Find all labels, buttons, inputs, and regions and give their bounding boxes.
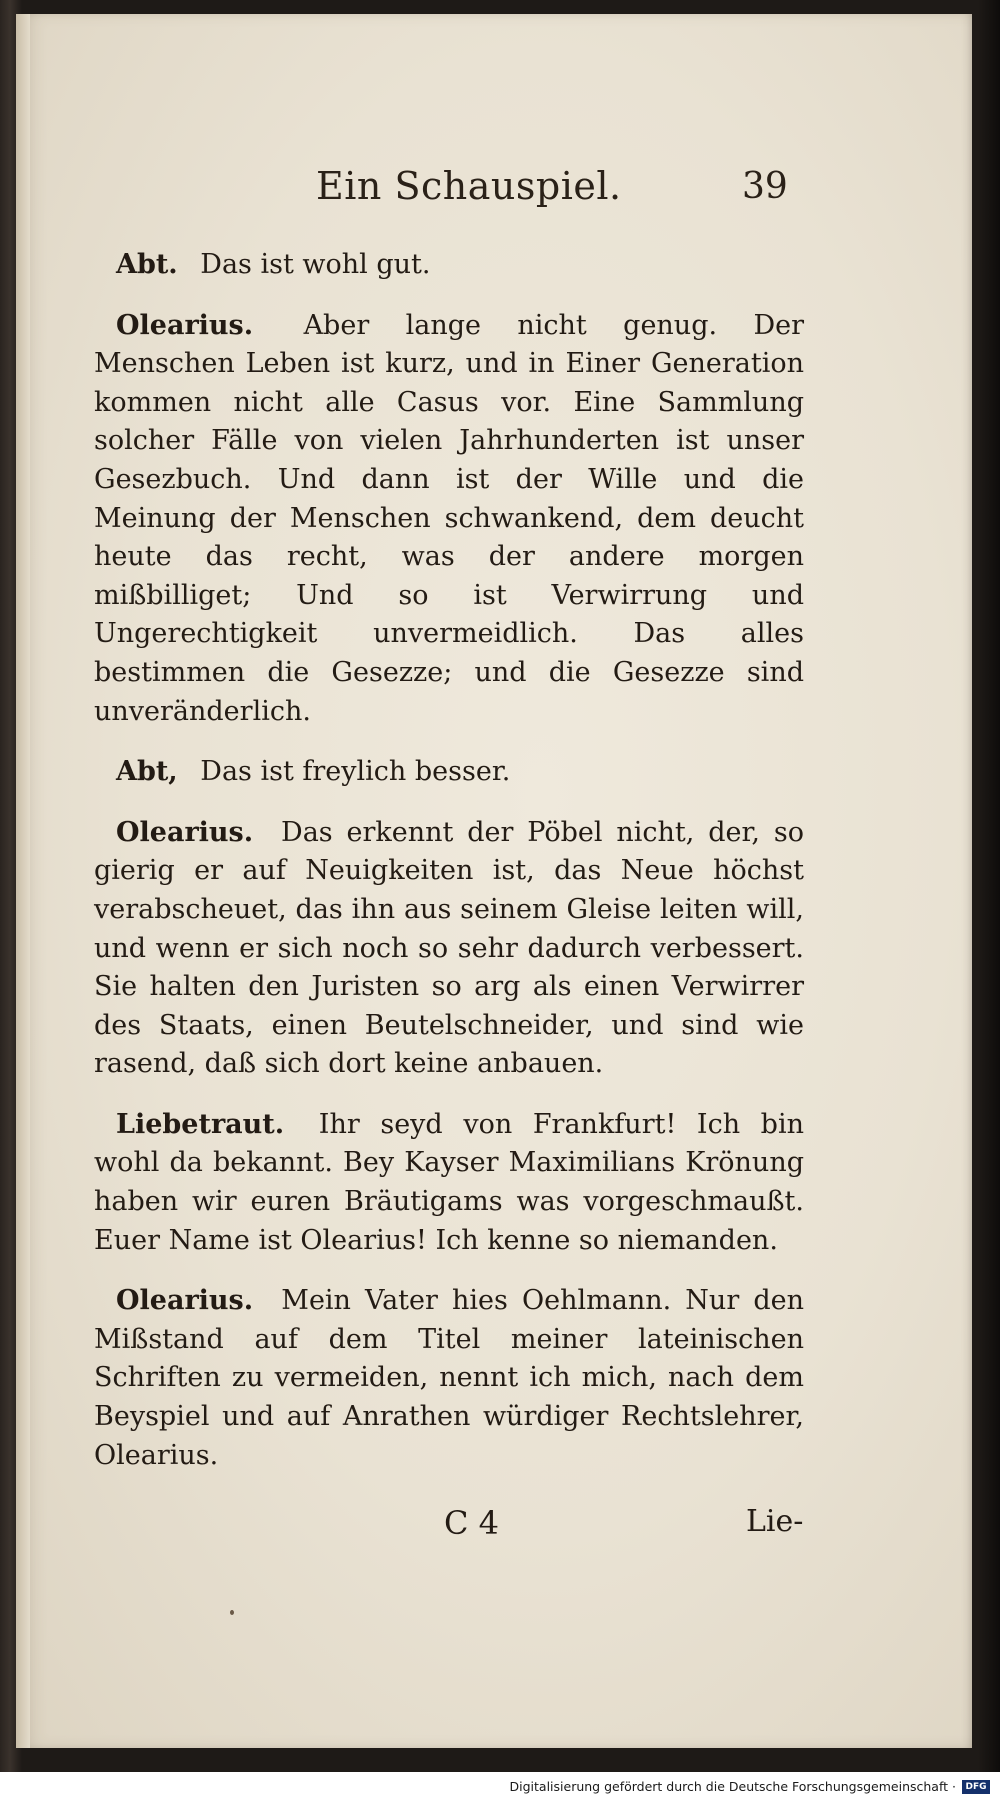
dialogue-paragraph xyxy=(94,307,804,732)
dialogue-text: Das ist freylich besser. xyxy=(200,756,511,788)
running-title: Ein Schauspiel. xyxy=(316,164,622,208)
dialogue-paragraph xyxy=(94,246,804,285)
credit-bar xyxy=(0,1772,1000,1802)
dialogue-text: Das erkennt der Pöbel nicht, der, so gierig er auf Neuigkeiten ist, das Neue höchst verabscheuet, das ihn aus seinem Gleise leiten will, und wenn er sich noch so sehr dadurch verbessert. Sie halten den Juristen so arg als einen Verwirrer des Staats, einen Beutelschneider, und sind wie rasend, daß sich dort keine anbauen. xyxy=(94,816,804,1080)
dialogue-text: Ihr seyd von Frankfurt! Ich bin wohl da bekannt. Bey Kayser Maximilians Krönung haben wir euren Bräutigams was vorgeschmaußt. Euer Name ist Olearius! Ich kenne so niemanden. xyxy=(94,1108,804,1256)
catchword: Lie- xyxy=(746,1504,804,1539)
speaker-name: Olearius. xyxy=(116,309,254,341)
digitization-credit: Digitalisierung gefördert durch die Deutsche Forschungsgemeinschaft · xyxy=(509,1779,956,1794)
signature-mark: C 4 xyxy=(444,1504,500,1542)
page-gutter xyxy=(16,14,30,1748)
dialogue-text: Aber lange nicht genug. Der Menschen Leben ist kurz, und in Einer Generation kommen nicht alle Casus vor. Eine Sammlung solcher Fälle von vielen Jahrhunderten ist unser Gesezbuch. Und dann ist der Wille und die Meinung der Menschen schwankend, dem deucht heute das recht, was der andere morgen mißbilliget; Und so ist Verwirrung und Ungerechtigkeit unvermeidlich. Das alles bestimmen die Gesezze; und die Gesezze sind unveränderlich. xyxy=(94,309,804,727)
speaker-name: Liebetraut. xyxy=(116,1108,285,1140)
dfg-logo-icon: DFG xyxy=(962,1780,990,1794)
dialogue-text: Mein Vater hies Oehlmann. Nur den Mißstand auf dem Titel meiner lateinischen Schriften zu vermeiden, nennt ich mich, nach dem Beyspiel und auf Anrathen würdiger Rechtslehrer, Olearius. xyxy=(94,1285,804,1471)
dialogue-paragraph xyxy=(94,753,804,792)
speaker-name: Abt, xyxy=(116,756,178,788)
dialogue-paragraph xyxy=(94,1282,804,1475)
speaker-name: Olearius. xyxy=(116,816,254,848)
dialogue-paragraph xyxy=(94,814,804,1084)
page-header xyxy=(16,164,972,224)
speaker-name: Abt. xyxy=(116,249,178,280)
book-page xyxy=(16,14,972,1748)
page-number: 39 xyxy=(742,166,788,207)
text-block xyxy=(94,246,804,1497)
speaker-name: Olearius. xyxy=(116,1285,254,1317)
dialogue-text: Das ist wohl gut. xyxy=(200,249,431,280)
dialogue-paragraph xyxy=(94,1106,804,1260)
page-footer xyxy=(16,1504,972,1554)
paper-speck xyxy=(230,1610,234,1615)
